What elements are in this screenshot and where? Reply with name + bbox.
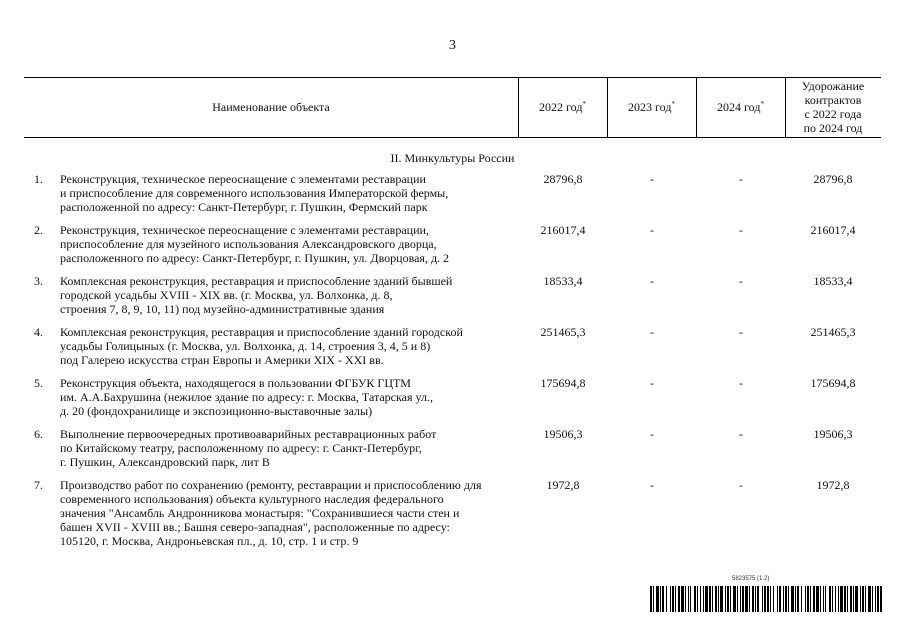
barcode-caption: 5823575 (1.2) xyxy=(732,576,770,582)
row-name: Комплексная реконструкция, реставрация и приспособление зданий бывшей городской усадьбы XVIII - XIX вв. (г. Москва, ул. Волхонка, д. 8, строения 7, 8, 9, 10, 11) под музейно-административные здания xyxy=(60,274,453,316)
row-number: 6. xyxy=(34,427,43,441)
value-2022: 19506,3 xyxy=(543,427,583,441)
value-2024: - xyxy=(739,325,743,339)
row-number: 1. xyxy=(34,172,43,186)
row-number: 7. xyxy=(34,478,43,492)
header-increase: Удорожание контрактов с 2022 года по 2024 год xyxy=(801,79,865,135)
value-2023: - xyxy=(650,427,654,441)
section-title: II. Минкультуры России xyxy=(390,151,515,165)
header-2022: 2022 год* xyxy=(539,100,586,114)
row-name: Комплексная реконструкция, реставрация и приспособление зданий городской усадьбы Голицыных (г. Москва, ул. Волхонка, д. 14, строения 3, 4, 5 и 8) под Галерею искусства стран Европы и Америки XIX - XXI вв. xyxy=(60,325,463,367)
page-number: 3 xyxy=(449,38,456,53)
value-2024: - xyxy=(739,376,743,390)
row-number: 5. xyxy=(34,376,43,390)
table-header-rule xyxy=(24,137,881,138)
value-increase: 175694,8 xyxy=(810,376,856,390)
value-2023: - xyxy=(650,172,654,186)
row-name: Производство работ по сохранению (ремонту, реставрации и приспособлению для современного использования) объекта культурного наследия федерального значения "Ансамбль Андронникова монастыря: "Сохранившиеся части стен и башен XVII - XVIII вв.; Башня северо-западная", расположенные по адресу: 105120, г. Москва, Андроньевская пл., д. 10, стр. 1 и стр. 9 xyxy=(60,478,482,548)
value-2024: - xyxy=(739,223,743,237)
value-increase: 216017,4 xyxy=(810,223,856,237)
value-2023: - xyxy=(650,274,654,288)
value-2023: - xyxy=(650,223,654,237)
value-2024: - xyxy=(739,478,743,492)
row-name: Реконструкция, техническое переоснащение с элементами реставрации, приспособление для музейного использования Александровского дворца, расположенного по адресу: Санкт-Петербург, г. Пушкин, ул. Дворцовая, д. 2 xyxy=(60,223,450,265)
header-2024: 2024 год* xyxy=(717,100,764,114)
value-increase: 1972,8 xyxy=(816,478,850,492)
value-2024: - xyxy=(739,274,743,288)
row-number: 3. xyxy=(34,274,43,288)
value-2022: 28796,8 xyxy=(543,172,583,186)
value-2022: 216017,4 xyxy=(540,223,586,237)
value-2023: - xyxy=(650,325,654,339)
value-2024: - xyxy=(739,172,743,186)
row-name: Реконструкция объекта, находящегося в пользовании ФГБУК ГЦТМ им. А.А.Бахрушина (нежилое здание по адресу: г. Москва, Татарская ул., д. 20 (фондохранилище и экспозиционно-выставочные залы) xyxy=(60,376,433,418)
barcode xyxy=(650,586,882,612)
header-name: Наименование объекта xyxy=(212,100,330,114)
value-2023: - xyxy=(650,376,654,390)
value-2022: 175694,8 xyxy=(540,376,586,390)
value-increase: 28796,8 xyxy=(813,172,853,186)
row-name: Реконструкция, техническое переоснащение с элементами реставрации и приспособление для современного использования Императорской фермы, расположенной по адресу: Санкт-Петербург, г. Пушкин, Фермский парк xyxy=(60,172,449,214)
header-2023: 2023 год* xyxy=(628,100,675,114)
value-2022: 1972,8 xyxy=(546,478,580,492)
value-2022: 251465,3 xyxy=(540,325,586,339)
row-number: 4. xyxy=(34,325,43,339)
value-2022: 18533,4 xyxy=(543,274,583,288)
value-increase: 251465,3 xyxy=(810,325,856,339)
value-2023: - xyxy=(650,478,654,492)
row-number: 2. xyxy=(34,223,43,237)
row-name: Выполнение первоочередных противоаварийных реставрационных работ по Китайскому театру, расположенному по адресу: г. Санкт-Петербург, г. Пушкин, Александровский парк, лит В xyxy=(60,427,437,469)
value-2024: - xyxy=(739,427,743,441)
value-increase: 18533,4 xyxy=(813,274,853,288)
value-increase: 19506,3 xyxy=(813,427,853,441)
